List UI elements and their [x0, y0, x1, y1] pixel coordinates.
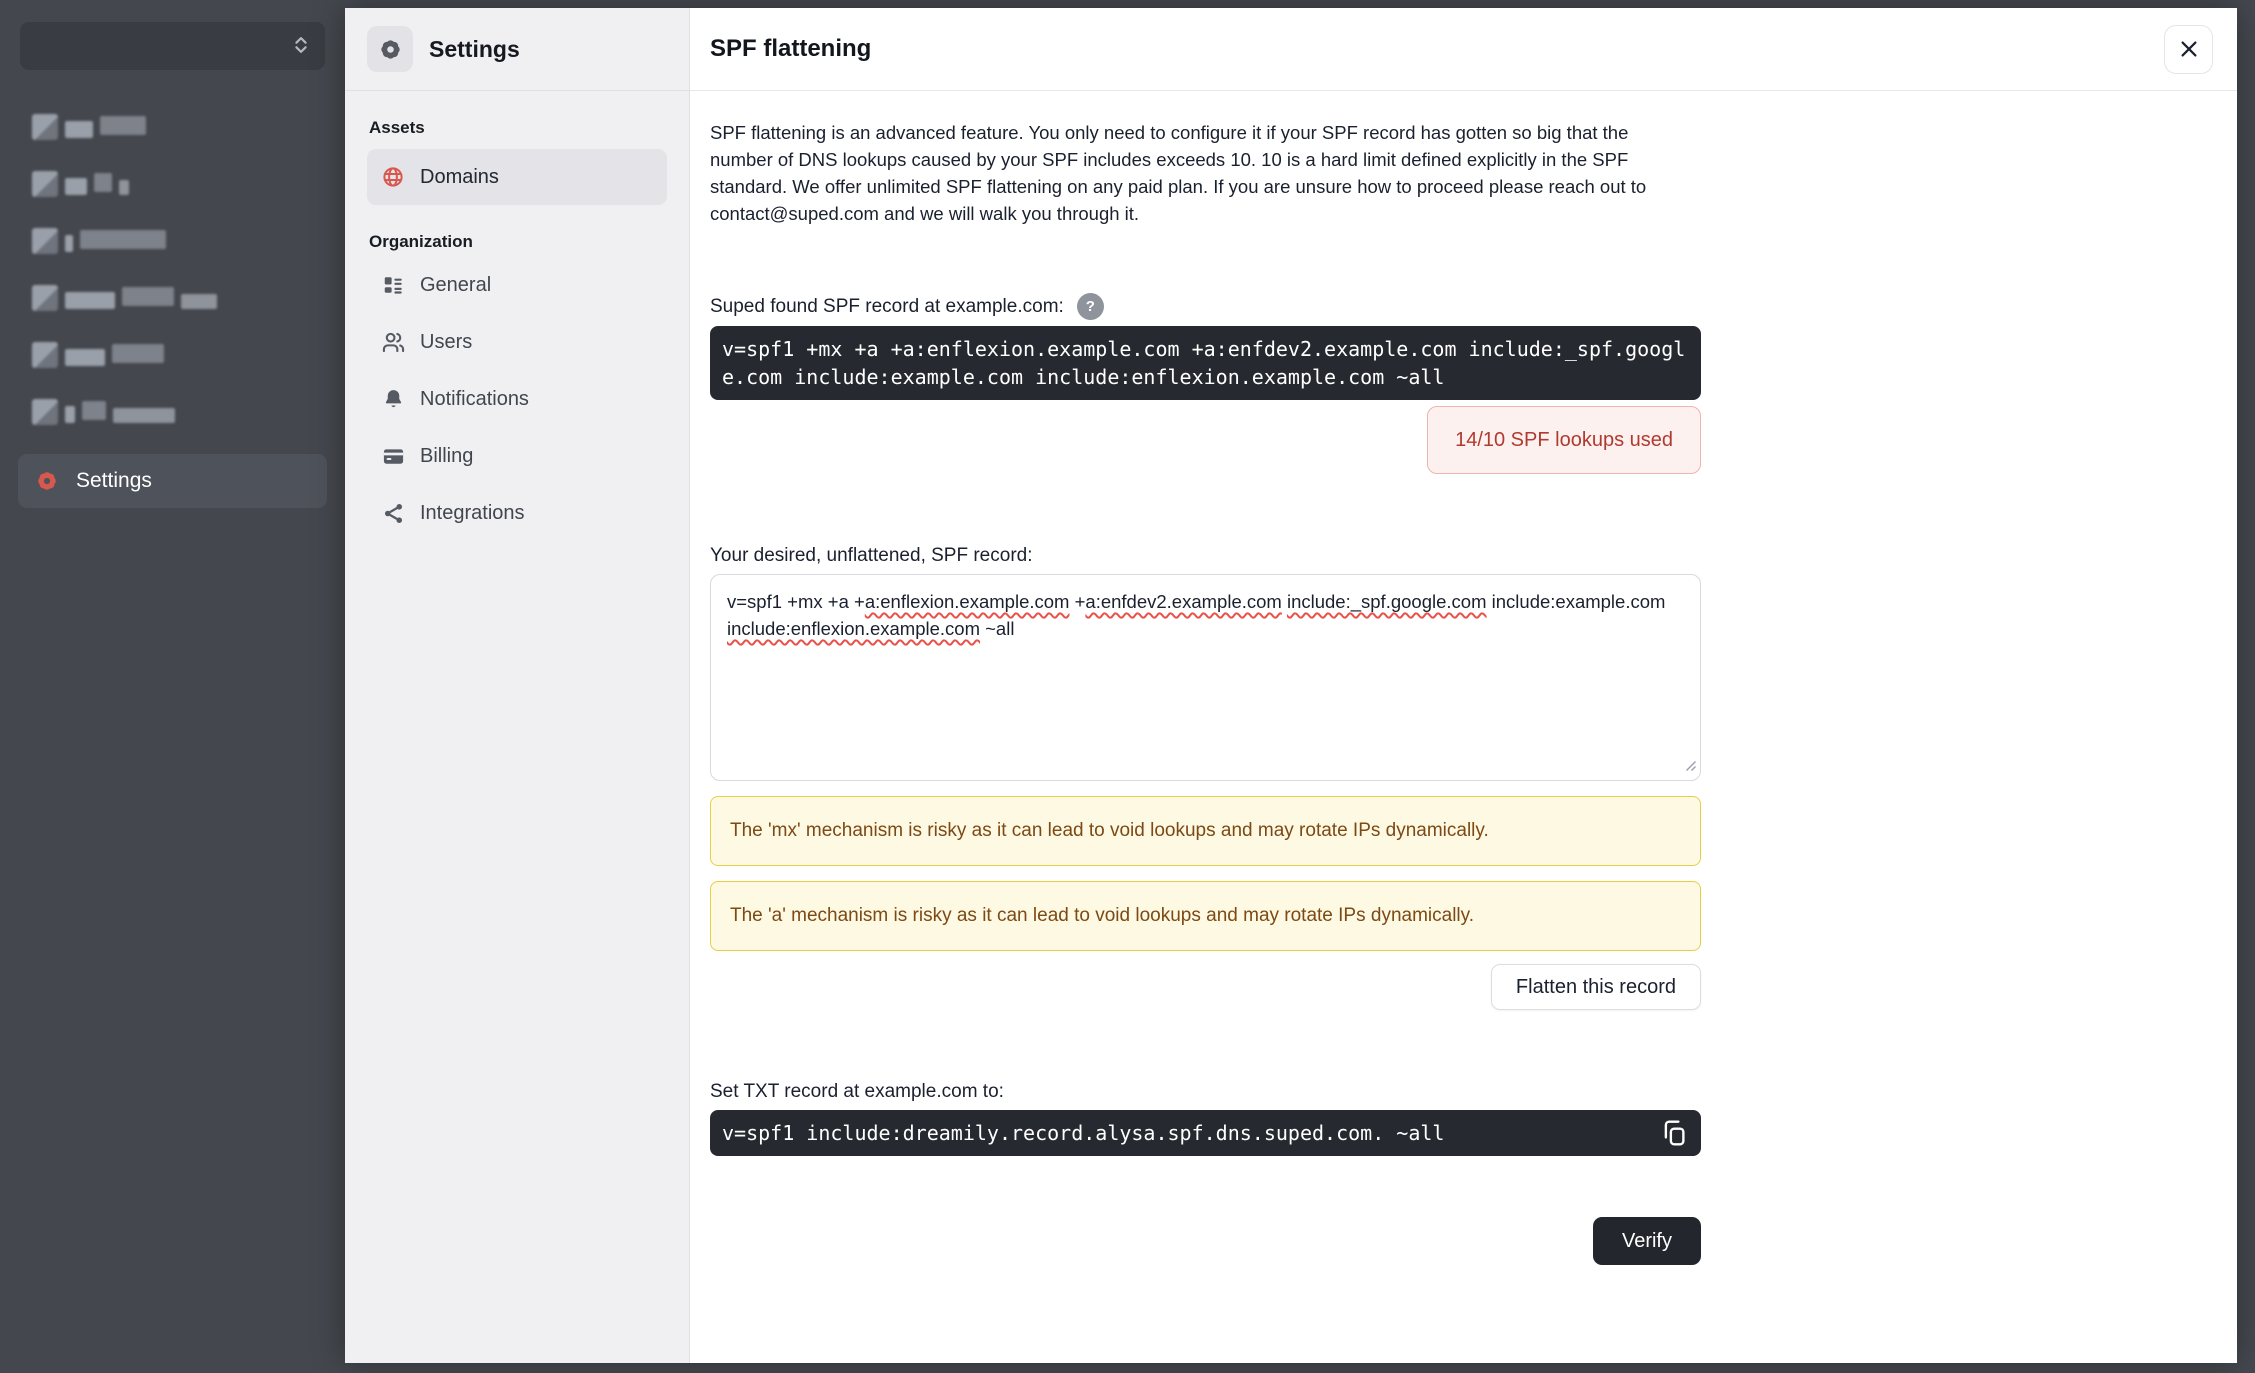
nav-item-notifications[interactable] — [367, 377, 667, 421]
txt-record-code: v=spf1 include:dreamily.record.alysa.spf.dns.suped.com. ~all — [722, 1121, 1445, 1145]
sidebar-item-redacted[interactable] — [32, 283, 345, 313]
bell-icon — [381, 388, 405, 411]
globe-icon — [381, 165, 405, 189]
copy-icon — [1659, 1118, 1689, 1148]
integrations-icon — [381, 502, 405, 525]
sidebar-settings-label: Settings — [76, 469, 152, 492]
redacted-text — [65, 349, 105, 366]
page-title: SPF flattening — [710, 35, 872, 62]
sidebar-item-redacted[interactable] — [32, 112, 345, 142]
record-token: include:example.com — [1486, 591, 1666, 612]
x-icon — [2178, 38, 2200, 60]
sidebar-item-redacted[interactable] — [32, 226, 345, 256]
workspace-selector[interactable] — [20, 22, 325, 70]
nav-item-general[interactable] — [367, 263, 667, 307]
warning-mx: The 'mx' mechanism is risky as it can lead to void lookups and may rotate IPs dynamically. — [710, 796, 1701, 866]
resize-grip-icon[interactable] — [1683, 758, 1697, 777]
redacted-icon — [32, 228, 58, 254]
left-sidebar — [0, 0, 345, 1373]
org-icon — [381, 274, 405, 296]
txt-record-code-block — [710, 1110, 1701, 1156]
redacted-text — [65, 292, 115, 309]
nav-item-label: General — [420, 273, 492, 296]
flatten-record-button[interactable]: Flatten this record — [1491, 964, 1701, 1010]
found-record-code: v=spf1 +mx +a +a:enflexion.example.com +a:enfdev2.example.com include:_spf.google.com include:example.com include:enflexion.example.com ~all — [710, 326, 1701, 400]
redacted-text — [65, 235, 73, 252]
redacted-text — [119, 180, 129, 195]
redacted-text — [65, 121, 93, 138]
nav-item-billing[interactable] — [367, 434, 667, 478]
copy-button[interactable] — [1657, 1116, 1691, 1150]
settings-modal — [345, 8, 2237, 1363]
spellcheck-flagged-token: a:enflexion.example.com — [864, 591, 1070, 612]
sidebar-item-redacted[interactable] — [32, 340, 345, 370]
record-token: ~all — [979, 618, 1015, 639]
redacted-text — [100, 116, 146, 135]
settings-nav-panel — [345, 8, 690, 1363]
spellcheck-flagged-token: include:enflexion.example.com — [727, 618, 980, 639]
redacted-icon — [32, 285, 58, 311]
redacted-icon — [32, 399, 58, 425]
desired-record-text — [711, 575, 1700, 655]
nav-item-label: Billing — [420, 444, 474, 467]
credit-card-icon — [381, 445, 405, 468]
redacted-text — [82, 401, 106, 420]
redacted-text — [94, 173, 112, 192]
lookups-badge: 14/10 SPF lookups used — [1427, 406, 1701, 474]
txt-record-label: Set TXT record at example.com to: — [710, 1081, 1004, 1102]
redacted-text — [112, 344, 164, 363]
redacted-icon — [32, 171, 58, 197]
content-body — [690, 91, 2237, 1265]
spellcheck-flagged-token: a:enfdev2.example.com — [1085, 591, 1282, 612]
nav-item-label: Integrations — [420, 501, 525, 524]
redacted-text — [113, 408, 175, 423]
redacted-text — [65, 406, 75, 423]
redacted-text — [122, 287, 174, 306]
desired-record-textarea[interactable] — [710, 574, 1701, 781]
found-record-label: Suped found SPF record at example.com: — [710, 295, 1064, 317]
found-record-row — [710, 293, 2237, 320]
redacted-text — [80, 230, 166, 249]
nav-item-users[interactable] — [367, 320, 667, 364]
record-token: + — [1069, 591, 1086, 612]
chevron-updown-icon — [290, 34, 312, 59]
users-icon — [381, 331, 405, 354]
nav-item-label: Domains — [420, 165, 499, 188]
spf-description: SPF flattening is an advanced feature. You only need to configure it if your SPF record has gotten so big that the number of DNS lookups caused by your SPF includes exceeds 10. 10 is a hard limit defined explicitly in the SPF standard. We offer unlimited SPF flattening on any paid plan. If you are unsure how to proceed please reach out to contact@suped.com and we will walk you through it. — [710, 122, 1647, 224]
sidebar-item-settings[interactable] — [18, 454, 327, 508]
desired-record-label: Your desired, unflattened, SPF record: — [710, 545, 1033, 566]
close-button[interactable] — [2164, 25, 2213, 74]
redacted-icon — [32, 342, 58, 368]
settings-title: Settings — [429, 35, 520, 62]
main-panel — [690, 8, 2237, 1363]
nav-item-label: Notifications — [420, 387, 529, 410]
section-label-organization: Organization — [369, 232, 473, 251]
nav-item-integrations[interactable] — [367, 491, 667, 535]
redacted-text — [181, 294, 217, 309]
gear-icon — [34, 468, 60, 494]
section-label-assets: Assets — [369, 118, 425, 137]
record-token: v=spf1 +mx +a + — [727, 591, 865, 612]
redacted-icon — [32, 114, 58, 140]
sidebar-redacted-list — [0, 112, 345, 427]
nav-item-label: Users — [420, 330, 473, 353]
spellcheck-flagged-token: include:_spf.google.com — [1286, 591, 1487, 612]
sidebar-item-redacted[interactable] — [32, 397, 345, 427]
settings-nav-header — [345, 8, 689, 91]
nav-item-domains[interactable] — [367, 149, 667, 205]
question-badge-icon[interactable]: ? — [1077, 293, 1104, 320]
verify-button[interactable]: Verify — [1593, 1217, 1701, 1265]
gear-icon — [367, 26, 413, 72]
main-header — [690, 8, 2237, 91]
redacted-text — [65, 178, 87, 195]
sidebar-item-redacted[interactable] — [32, 169, 345, 199]
warning-a: The 'a' mechanism is risky as it can lead to void lookups and may rotate IPs dynamically. — [710, 881, 1701, 951]
